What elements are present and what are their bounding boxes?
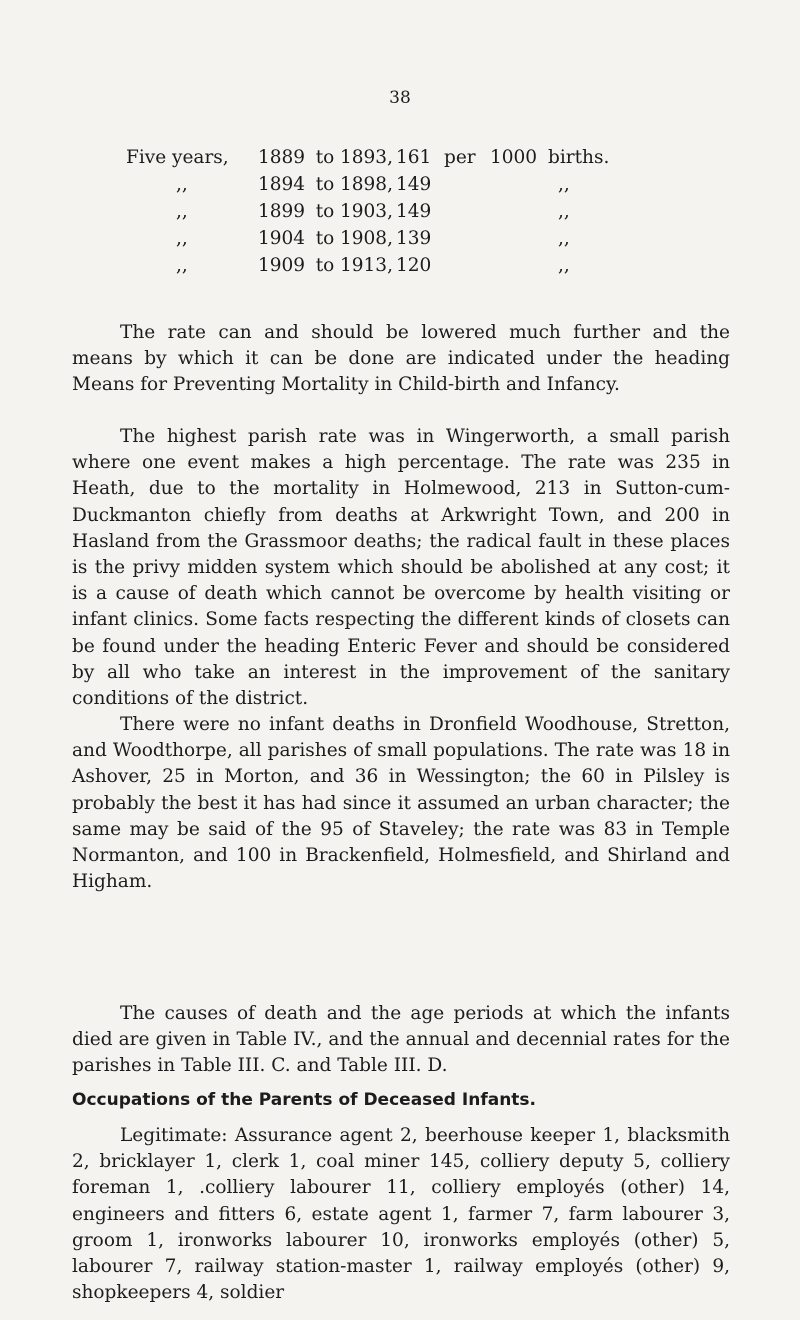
base-value: 1000 (490, 147, 538, 168)
per-word (444, 225, 490, 252)
table-row (126, 252, 618, 279)
year-from: 1894 (258, 174, 306, 195)
year-from: 1904 (258, 228, 306, 249)
unit-label: ,, (558, 201, 570, 222)
paragraph-text: The rate can and should be lowered much further and the means by which it can be done are indicated under the heading Means for Preventing Mortality in Child-birth and Infancy. (72, 322, 730, 396)
paragraph-no-infant-deaths (72, 712, 730, 895)
table-row (126, 171, 618, 198)
per-word (444, 252, 490, 279)
base-value (490, 225, 548, 252)
year-from: 1909 (258, 255, 306, 276)
year-to: 1908, (340, 228, 393, 249)
period-label: ,, (176, 228, 188, 249)
table-row (126, 225, 618, 252)
year-to-word: to (315, 228, 335, 249)
per-word: per (444, 147, 476, 168)
period-label: ,, (176, 174, 188, 195)
paragraph-text: The highest parish rate was in Wingerworth, a small parish where one event makes a high percentage. The rate was 235 in Heath, due to the mortality in Holmewood, 213 in Sutton-cum-Duckmanton chiefly from deaths at Arkwright Town, and 200 in Hasland from the Grassmoor deaths; the radical fault in these places is the privy midden system which should be abolished at any cost; it is a cause of death which cannot be overcome by health visiting or infant clinics. Some facts respecting the different kinds of closets can be found under the heading Enteric Fever and should be considered by all who take an interest in the improvement of the sanitary conditions of the district. (72, 426, 730, 710)
infant-mortality-rates-table (126, 144, 618, 279)
year-to-word: to (315, 174, 335, 195)
rate-value: 149 (396, 201, 432, 222)
base-value (490, 198, 548, 225)
period-label: ,, (176, 201, 188, 222)
paragraph-occupations (72, 1123, 730, 1306)
paragraph-highest-parish-rate (72, 424, 730, 712)
base-value (490, 171, 548, 198)
base-value (490, 252, 548, 279)
paragraph-text: There were no infant deaths in Dronfield Woodhouse, Stretton, and Woodthorpe, all parishes of small populations. The rate was 18 in Ashover, 25 in Morton, and 36 in Wessington; the 60 in Pilsley is probably the best it has had since it assumed an urban character; the same may be said of the 95 of Staveley; the rate was 83 in Temple Normanton, and 100 in Brackenfield, Holmesfield, and Shirland and Higham. (72, 714, 730, 893)
year-to-word: to (315, 255, 335, 276)
paragraph-causes-of-death (72, 1001, 730, 1080)
year-from: 1889 (258, 147, 306, 168)
year-to: 1913, (340, 255, 393, 276)
year-to-word: to (315, 147, 335, 168)
paragraph-text: Legitimate: Assurance agent 2, beerhouse keeper 1, blacksmith 2, bricklayer 1, clerk 1, coal miner 145, colliery deputy 5, colliery foreman 1, .colliery labourer 11, colliery employés (other) 14, engineers and fitters 6, estate agent 1, farmer 7, farm labourer 3, groom 1, ironworks labourer 10, ironworks employés (other) 5, labourer 7, railway station-master 1, railway employés (other) 9, shopkeepers 4, soldier (72, 1125, 730, 1304)
year-to: 1893, (340, 147, 393, 168)
year-to: 1898, (340, 174, 393, 195)
page-number: 38 (389, 88, 411, 108)
rate-value: 120 (396, 255, 432, 276)
table-row (126, 198, 618, 225)
per-word (444, 198, 490, 225)
table-row (126, 144, 618, 171)
period-label: ,, (176, 255, 188, 276)
rate-value: 149 (396, 174, 432, 195)
section-heading: Occupations of the Parents of Deceased Infants. (72, 1090, 536, 1110)
unit-label: ,, (558, 255, 570, 276)
rate-value: 139 (396, 228, 432, 249)
paragraph-text: The causes of death and the age periods at which the infants died are given in Table IV., and the annual and decennial rates for the parishes in Table III. C. and Table III. D. (72, 1003, 730, 1077)
unit-label: births. (548, 147, 610, 168)
unit-label: ,, (558, 174, 570, 195)
year-to: 1903, (340, 201, 393, 222)
per-word (444, 171, 490, 198)
period-label: Five years, (126, 147, 229, 168)
rate-value: 161 (396, 147, 432, 168)
paragraph-rate-lowering (72, 320, 730, 399)
unit-label: ,, (558, 228, 570, 249)
year-to-word: to (315, 201, 335, 222)
year-from: 1899 (258, 201, 306, 222)
